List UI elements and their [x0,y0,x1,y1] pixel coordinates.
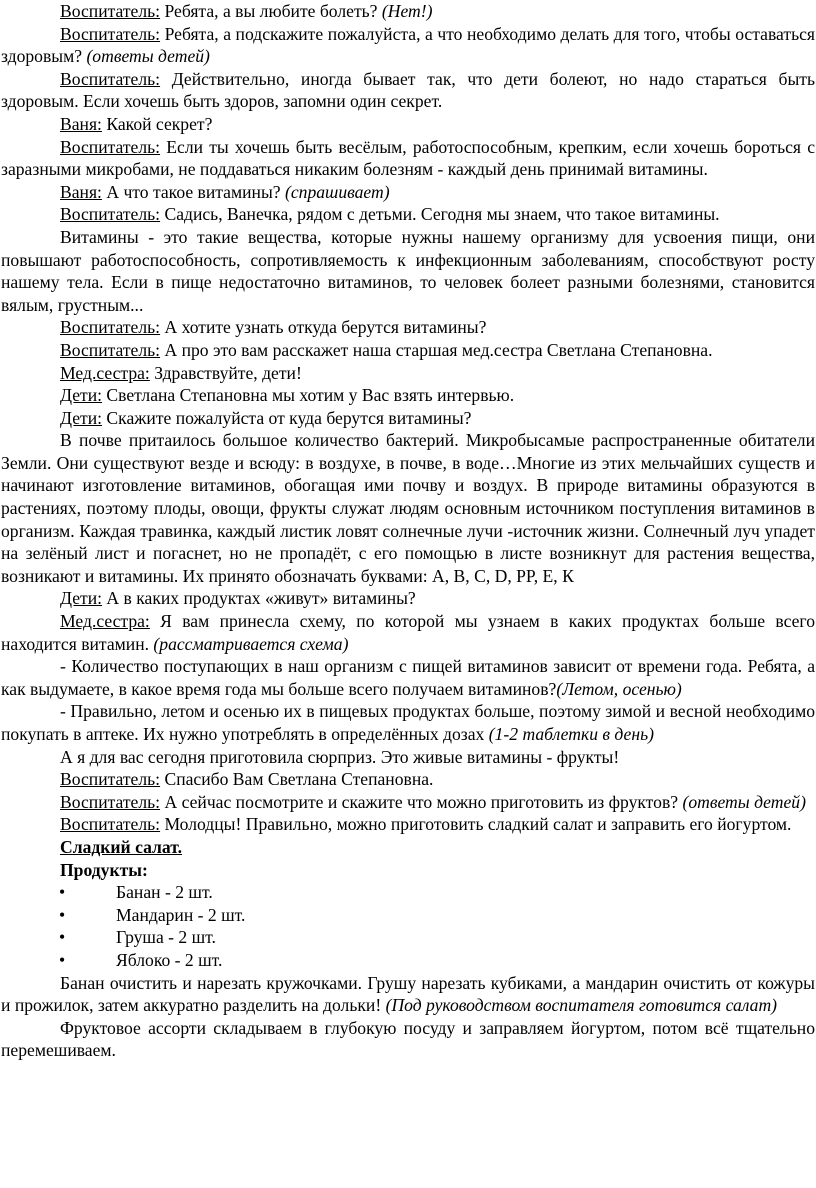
dialogue-line [1,68,815,113]
speaker: Ваня: [60,113,102,134]
speaker: Воспитатель: [60,814,161,835]
dialogue-line [1,587,815,610]
stage-note: (рассматривается схема) [153,633,349,654]
list-item [1,926,815,949]
speaker: Дети: [60,407,103,428]
speaker: Воспитатель: [60,769,161,790]
dialogue-line [1,610,815,655]
speaker: Ваня: [60,181,102,202]
recipe-title: Сладкий салат. [60,836,182,857]
speaker: Воспитатель: [60,68,161,89]
dialogue-line [1,384,815,407]
line-text: Ребята, а вы любите болеть? [160,1,382,21]
stage-note: (Под руководством воспитателя готовится салат) [385,995,778,1016]
speaker: Воспитатель: [60,1,161,21]
list-item [1,949,815,972]
dialogue-line [1,0,815,23]
line-text: Светлана Степановна мы хотим у Вас взять интервью. [102,385,515,406]
dialogue-line [1,136,815,181]
dialogue-line [1,791,815,814]
products-label-line [1,859,815,882]
recipe-title-line [1,836,815,859]
paragraph-instructions [1,972,815,1017]
line-text: Я вам принесла схему, по которой мы узнаем в каких продуктах больше всего находится витамин. [1,611,815,654]
line-text: Спасибо Вам Светлана Степановна. [160,769,434,790]
list-item [1,881,815,904]
product-text: Мандарин - 2 шт. [116,904,246,925]
document-page [1,0,815,1062]
list-item [1,904,815,927]
speaker: Воспитатель: [60,317,161,338]
line-text: Молодцы! Правильно, можно приготовить сладкий салат и заправить его йогуртом. [160,814,792,835]
paragraph-soil: В почве притаилось большое количество бактерий. Микробысамые распространенные обитатели Земли. Они существуют везде и всюду: в воздухе, в почве, в воде…Многие из этих мельчайших существ и начинают изготовление витаминов, обогащая ими почву и воздух. В природе витамины образуются в растениях, поэтому плоды, овощи, фрукты служат людям основным источником поступления витаминов в организм. Каждая травинка, каждый листик ловят солнечные лучи -источник жизни. Солнечный луч упадет на зелёный лист и погаснет, но не пропадёт, с его помощью в листе возникнут для растения вещества, возникают и витамины. Их принято обозначать буквами: А, В, С, D, PP, Е, К [1,430,815,586]
stage-note: (Нет!) [381,1,433,21]
line-text: Какой секрет? [101,113,213,134]
speaker: Мед.сестра: [60,362,150,383]
line-text: А хотите узнать откуда берутся витамины? [160,317,487,338]
dialogue-line [1,113,815,136]
stage-note: (ответы детей) [682,791,806,812]
bullet-icon: • [59,927,66,948]
paragraph-surprise: А я для вас сегодня приготовила сюрприз. Это живые витамины - фрукты! [60,746,620,767]
line-text: Садись, Ванечка, рядом с детьми. Сегодня мы знаем, что такое витамины. [160,204,720,225]
product-text: Банан - 2 шт. [116,882,213,903]
stage-note: (Летом, осенью) [556,678,682,699]
products-list [1,881,815,971]
speaker: Дети: [60,588,103,609]
speaker: Воспитатель: [60,23,161,44]
dialogue-line [1,339,815,362]
paragraph-vitamins: Витамины - это такие вещества, которые нужны нашему организму для усвоения пищи, они повышают работоспособность, сопротивляемость к инфекционным заболеваниям, способствуют росту нашему тела. Если в пище недостаточно витаминов, то человек болеет разными болезнями, становится вялым, грустным... [1,226,815,315]
stage-note: (ответы детей) [86,46,210,67]
line-text: А про это вам расскажет наша старшая мед.сестра Светлана Степановна. [160,339,713,360]
speaker: Воспитатель: [60,339,161,360]
product-text: Груша - 2 шт. [116,927,216,948]
dialogue-line [1,813,815,836]
paragraph-season [1,655,815,700]
stage-note: (спрашивает) [284,181,390,202]
speaker: Мед.сестра: [60,611,150,632]
paragraph-final: Фруктовое ассорти складываем в глубокую посуду и заправляем йогуртом, потом всё тщательно перемешиваем. [1,1017,815,1061]
bullet-icon: • [59,904,66,925]
dialogue-line [1,362,815,385]
stage-note: (1-2 таблетки в день) [488,724,654,744]
product-text: Яблоко - 2 шт. [116,949,223,970]
speaker: Дети: [60,385,103,406]
line-text: А сейчас посмотрите и скажите что можно приготовить из фруктов? [160,791,683,812]
bullet-icon: • [59,882,66,903]
speaker: Воспитатель: [60,791,161,812]
line-text: Действительно, иногда бывает так, что дети болеют, но надо стараться быть здоровым. Если хочешь быть здоров, запомни один секрет. [1,68,815,112]
line-text: - Правильно, летом и осенью их в пищевых продуктах больше, поэтому зимой и весной необходимо покупать в аптеке. Их нужно употреблять в определённых дозах [1,701,815,744]
dialogue-line [1,768,815,791]
products-label: Продукты: [60,859,148,880]
paragraph-summer [1,700,815,745]
bullet-icon: • [59,949,66,970]
line-text: Банан очистить и нарезать кружочками. Грушу нарезать кубиками, а мандарин очистить от кожуры и прожилок, затем аккуратно разделить на дольки! [1,972,815,1016]
line-text: Здравствуйте, дети! [149,362,302,383]
speaker: Воспитатель: [60,204,161,225]
line-text: Если ты хочешь быть весёлым, работоспособным, крепким, если хочешь бороться с заразными микробами, не поддаваться никаким болезням - каждый день принимай витамины. [1,136,815,180]
dialogue-line [1,316,815,339]
dialogue-line [1,23,815,68]
dialogue-line [1,407,815,430]
line-text: Скажите пожалуйста от куда берутся витамины? [102,407,472,428]
line-text: Ребята, а подскажите пожалуйста, а что необходимо делать для того, чтобы оставаться здоровым? [1,23,815,67]
speaker: Воспитатель: [60,136,161,157]
line-text: А в каких продуктах «живут» витамины? [102,588,416,609]
dialogue-line [1,203,815,226]
dialogue-line [1,181,815,204]
line-text: А что такое витамины? [101,181,285,202]
line-text: - Количество поступающих в наш организм с пищей витаминов зависит от времени года. Ребята, а как выдумаете, в какое время года мы больше всего получаем витаминов? [1,656,815,699]
